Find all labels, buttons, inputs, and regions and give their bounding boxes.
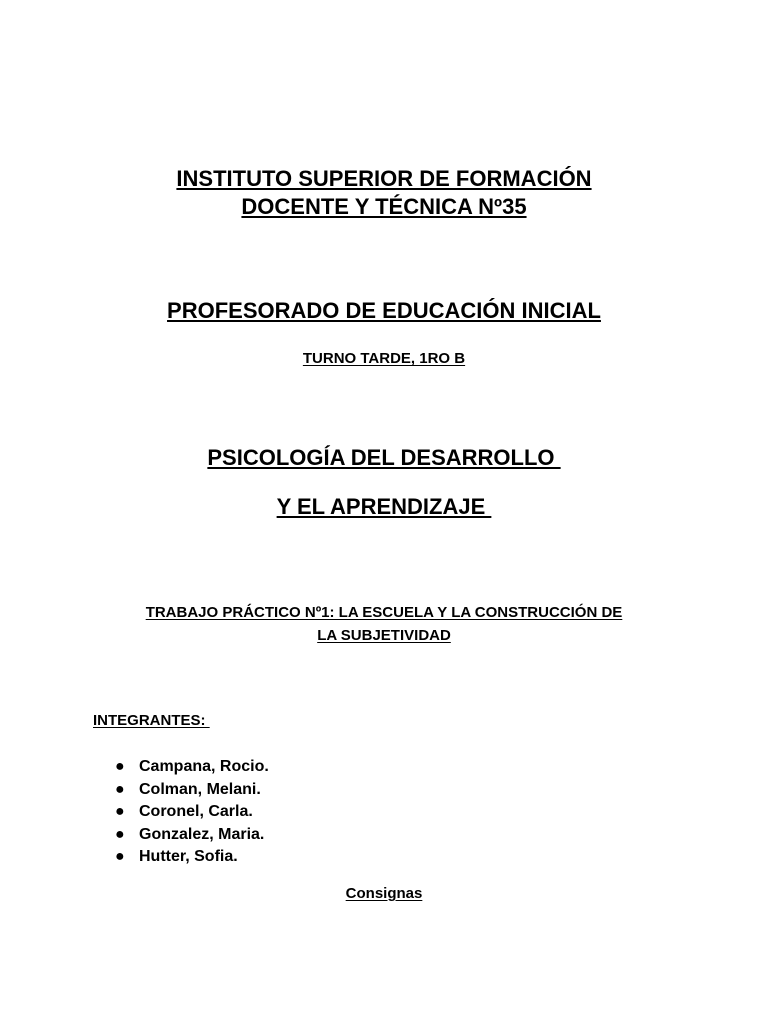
member-name: Gonzalez, Maria. <box>139 825 265 843</box>
institution-title-line-2: DOCENTE Y TÉCNICA Nº35 <box>241 194 527 219</box>
member-name: Hutter, Sofia. <box>139 848 238 865</box>
members-list <box>0 756 269 869</box>
bullet-icon: ● <box>115 848 125 865</box>
bullet-icon: ● <box>115 803 125 820</box>
member-name: Coronel, Carla. <box>139 803 253 820</box>
list-item <box>0 824 265 847</box>
subject-title-line-2: Y EL APRENDIZAJE <box>276 494 492 519</box>
list-item <box>0 779 261 802</box>
list-item <box>0 756 269 779</box>
consignas-heading: Consignas <box>345 885 423 902</box>
bullet-icon: ● <box>115 758 125 775</box>
list-item <box>0 846 238 869</box>
member-name: Campana, Rocio. <box>139 758 269 775</box>
bullet-icon: ● <box>115 825 125 843</box>
list-item <box>0 801 253 824</box>
institution-title-line-1: INSTITUTO SUPERIOR DE FORMACIÓN <box>176 166 592 191</box>
member-name: Colman, Melani. <box>139 780 261 798</box>
assignment-title-line-1: TRABAJO PRÁCTICO Nº1: LA ESCUELA Y LA CONSTRUCCIÓN DE <box>145 604 623 621</box>
subject-title-line-1: PSICOLOGÍA DEL DESARROLLO <box>207 445 561 470</box>
assignment-title-line-2: LA SUBJETIVIDAD <box>317 627 451 644</box>
program-title: PROFESORADO DE EDUCACIÓN INICIAL <box>167 298 601 323</box>
bullet-icon: ● <box>115 780 125 798</box>
turn-label: TURNO TARDE, 1RO B <box>302 350 466 367</box>
members-heading: INTEGRANTES: <box>93 712 210 729</box>
